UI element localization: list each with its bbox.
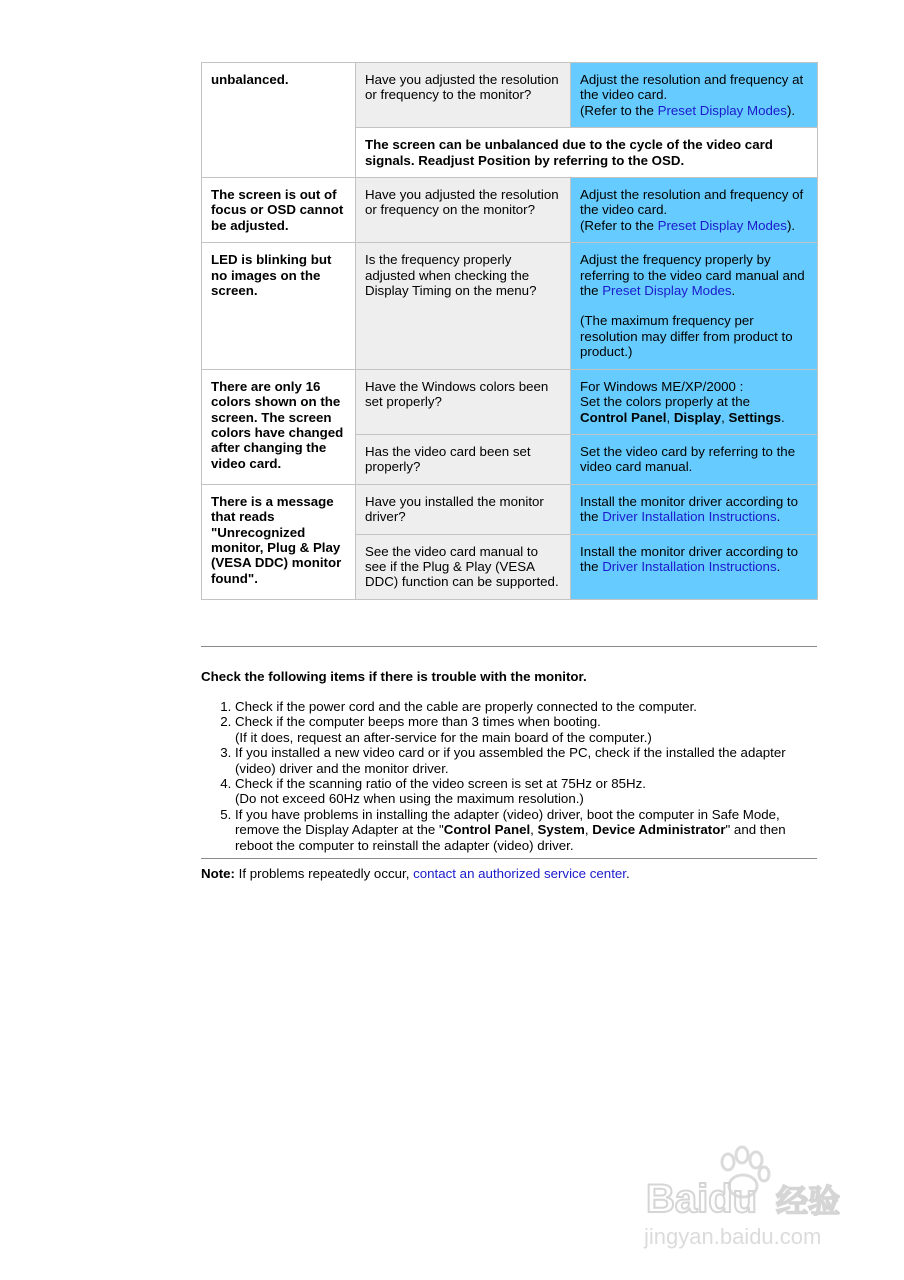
symptom-cell: There are only 16 colors shown on the screen. The screen colors have changed after changing the video card. (202, 369, 356, 484)
check-cell: See the video card manual to see if the Plug & Play (VESA DDC) function can be supported. (356, 534, 571, 599)
table-row (202, 484, 818, 534)
checklist (201, 699, 801, 853)
symptom-cell: unbalanced. (202, 63, 356, 178)
watermark-brand: Baidu (646, 1177, 758, 1221)
solution-cell: For Windows ME/XP/2000 : Set the colors properly at the Control Panel, Display, Settings. (571, 369, 818, 434)
troubleshooting-table (201, 62, 818, 600)
preset-display-modes-link[interactable]: Preset Display Modes (657, 217, 787, 233)
watermark-url: jingyan.baidu.com (644, 1224, 822, 1249)
solution-cell: Install the monitor driver according to the Driver Installation Instructions. (571, 534, 818, 599)
check-cell: Have you adjusted the resolution or frequency on the monitor? (356, 178, 571, 243)
watermark-cn: 经验 (776, 1182, 841, 1220)
list-item: 4. Check if the scanning ratio of the video screen is set at 75Hz or 85Hz. (Do not exceed 60Hz when using the maximum resolution.) (235, 776, 801, 807)
footer-note: Note: If problems repeatedly occur, contact an authorized service center. (201, 866, 630, 881)
solution-cell: Adjust the resolution and frequency of the video card. (Refer to the Preset Display Modes). (571, 178, 818, 243)
symptom-cell: There is a message that reads "Unrecognized monitor, Plug & Play (VESA DDC) monitor found". (202, 484, 356, 599)
solution-cell: Adjust the frequency properly by referring to the video card manual and the Preset Display Modes. (The maximum frequency per resolution may differ from product to product.) (571, 243, 818, 369)
checklist-heading: Check the following items if there is trouble with the monitor. (201, 669, 587, 684)
table-row (202, 369, 818, 434)
table-row (202, 243, 818, 369)
preset-display-modes-link[interactable]: Preset Display Modes (602, 283, 732, 299)
check-cell: Has the video card been set properly? (356, 434, 571, 484)
list-item: 5. If you have problems in installing the adapter (video) driver, boot the computer in Safe Mode, remove the Display Adapter at the "Control Panel, System, Device Administrator" and then reboot the computer to reinstall the adapter (video) driver. (235, 807, 801, 853)
baidu-jingyan-watermark (640, 1140, 860, 1255)
list-item: 1. Check if the power cord and the cable are properly connected to the computer. (235, 699, 801, 714)
solution-cell: Adjust the resolution and frequency at the video card. (Refer to the Preset Display Modes). (571, 63, 818, 128)
service-center-link[interactable]: contact an authorized service center (413, 866, 626, 881)
divider (201, 646, 817, 647)
solution-extra: (The maximum frequency per resolution may differ from product to product.) (580, 313, 793, 360)
symptom-cell: LED is blinking but no images on the screen. (202, 243, 356, 369)
table-row (202, 63, 818, 128)
solution-cell: Install the monitor driver according to the Driver Installation Instructions. (571, 484, 818, 534)
list-item: 2. Check if the computer beeps more than 3 times when booting. (If it does, request an after-service for the main board of the computer.) (235, 714, 801, 745)
preset-display-modes-link[interactable]: Preset Display Modes (657, 102, 787, 118)
symptom-cell: The screen is out of focus or OSD cannot be adjusted. (202, 178, 356, 243)
driver-installation-link[interactable]: Driver Installation Instructions (602, 509, 777, 525)
solution-cell: Set the video card by referring to the video card manual. (571, 434, 818, 484)
list-item: 3. If you installed a new video card or if you assembled the PC, check if the installed the adapter (video) driver and the monitor driver. (235, 745, 801, 776)
check-cell: Is the frequency properly adjusted when checking the Display Timing on the menu? (356, 243, 571, 369)
check-cell: Have you installed the monitor driver? (356, 484, 571, 534)
check-cell: Have you adjusted the resolution or frequency to the monitor? (356, 63, 571, 128)
driver-installation-link[interactable]: Driver Installation Instructions (602, 558, 777, 574)
divider (201, 858, 817, 859)
note-cell: The screen can be unbalanced due to the cycle of the video card signals. Readjust Position by referring to the OSD. (356, 128, 818, 178)
check-cell: Have the Windows colors been set properly? (356, 369, 571, 434)
table-row (202, 178, 818, 243)
